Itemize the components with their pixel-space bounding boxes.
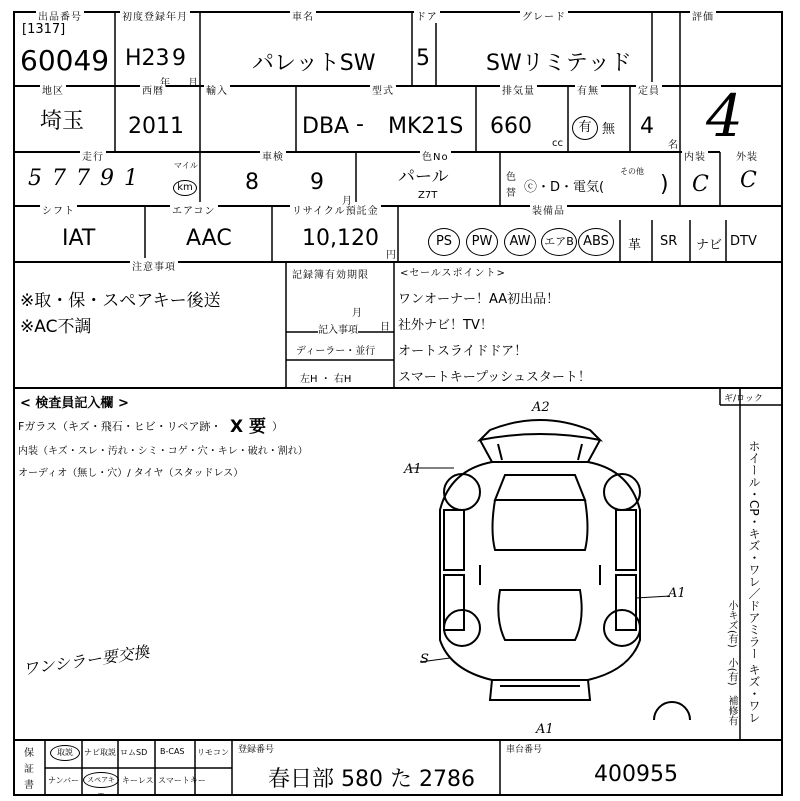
recycle-value: 10,120	[302, 226, 379, 251]
ac-value: AAC	[186, 226, 232, 251]
reg-month: 9	[172, 46, 186, 71]
plate-label: 登録番号	[238, 745, 275, 755]
reg-label: 初度登録年月	[120, 8, 190, 23]
equip-abs: ABS	[578, 228, 614, 256]
equipment-label: 装備品	[530, 202, 567, 217]
sales-point: オートスライドドア！	[398, 344, 528, 359]
sales-point: 社外ナビ！TV！	[398, 318, 493, 333]
chassis-number: 400955	[594, 762, 678, 787]
mileage-digit: 9	[100, 166, 114, 191]
score-label: 評価	[690, 8, 716, 23]
mileage-digit: 7	[52, 166, 66, 191]
footer-item: 取説	[50, 745, 80, 761]
record-day: 日	[380, 322, 390, 333]
inspector-title: < 検査員記入欄 >	[20, 396, 129, 411]
footer-label: 書	[24, 780, 34, 791]
seats-unit: 名	[668, 140, 678, 151]
model-code: MK21S	[388, 114, 464, 139]
lot-label: 出品番号	[36, 8, 84, 23]
note-line: ※取・保・スペアキー後送	[20, 291, 221, 311]
lock-label: ギ/ロック	[724, 394, 763, 404]
displacement: 660	[490, 114, 532, 139]
car-diagram	[410, 400, 710, 720]
score-handwritten: 4	[706, 82, 743, 150]
footer-item: ナビ取説	[84, 748, 116, 757]
footer-item: ロムSD	[120, 748, 148, 757]
sales-point: スマートキープッシュスタート！	[398, 370, 591, 385]
color-options: ⓒ・D・電気(	[524, 180, 605, 195]
seats-label: 定員	[636, 82, 662, 97]
year-label: 西暦	[140, 82, 166, 97]
cc-label: 排気量	[500, 82, 537, 97]
equip-navi: ナビ	[696, 238, 723, 253]
model-label: 型式	[370, 82, 396, 97]
name-label: 車名	[290, 8, 316, 23]
dealer-yes: 有	[572, 116, 598, 140]
footer-item: ナンバー	[48, 776, 80, 785]
inspector-mark: X 要	[230, 417, 267, 437]
equip-sr: SR	[660, 234, 678, 249]
footer-item: リモコン	[197, 748, 229, 757]
cc-unit: cc	[552, 138, 563, 149]
shift-label: シフト	[40, 202, 77, 217]
color-change-2: 替	[506, 188, 516, 199]
footer-item: スマートキー	[158, 776, 206, 785]
interior-grade: C	[692, 172, 709, 197]
model-prefix: DBA	[302, 114, 350, 139]
equip-aw: AW	[504, 228, 536, 256]
inspect-label: 車検	[260, 148, 286, 163]
inspect-month: 9	[310, 170, 324, 195]
car-name: パレットSW	[252, 51, 376, 76]
equip-airbag: エアB	[541, 228, 577, 256]
ac-label: エアコン	[170, 202, 218, 217]
recycle-unit: 円	[386, 250, 396, 261]
damage-mark: A1	[536, 722, 554, 737]
equip-ps: PS	[428, 228, 460, 256]
region-label: 地区	[40, 82, 66, 97]
year-value: 2011	[128, 114, 184, 139]
lot-code: [1317]	[22, 22, 66, 37]
inspector-line1: Fガラス（キズ・飛石・ヒビ・リペア跡・	[18, 420, 222, 433]
color-close: )	[660, 172, 669, 197]
mileage-digits	[28, 166, 138, 191]
reg-year-unit: 年	[160, 78, 170, 89]
inspect-year: 8	[245, 170, 259, 195]
model-dash: -	[356, 112, 364, 137]
footer-label: 保	[24, 748, 34, 759]
footer-item: キーレス	[122, 776, 154, 785]
equip-leather: 革	[628, 238, 642, 253]
exterior-label: 外装	[734, 148, 760, 163]
inspect-month-unit: 月	[342, 196, 352, 207]
seats-value: 4	[640, 114, 654, 139]
doors-value: 5	[416, 46, 430, 71]
region-value: 埼玉	[40, 109, 85, 134]
notes-label: 注意事項	[130, 258, 178, 273]
record-label: 記録簿有効期限	[290, 266, 371, 281]
note-line: ※AC不調	[20, 317, 92, 337]
plate-number: 春日部 580 た 2786	[268, 767, 475, 792]
lot-number: 60049	[20, 44, 110, 77]
mileage-unit-top: マイル	[174, 161, 198, 170]
reg-era: H23	[125, 46, 170, 71]
color-label: 色No	[420, 148, 451, 163]
recycle-label: リサイクル預託金	[290, 202, 381, 217]
record-input: 記入事項	[318, 321, 358, 336]
footer-label: 証	[24, 764, 34, 775]
handwritten-note: ワンシラー要交換	[21, 642, 151, 679]
interior-label: 内装	[682, 148, 708, 163]
side-notes: ホイール・CP・キズ・ワレ／ドアミラー キズ・ワレ	[747, 440, 761, 724]
inspector-line3: オーディオ（無し・穴）/ タイヤ（スタッドレス）	[18, 468, 244, 479]
damage-mark: A2	[532, 400, 550, 415]
color-change-1: 色	[506, 172, 516, 183]
color-code: Z7T	[418, 190, 438, 201]
damage-mark: A1	[404, 462, 422, 477]
mileage-digit: 5	[28, 166, 42, 191]
grade-label: グレード	[520, 8, 568, 23]
mileage-digit: 7	[76, 166, 90, 191]
color-name: パール	[398, 167, 449, 187]
inspector-line2: 内装（キズ・スレ・汚れ・シミ・コゲ・穴・キレ・破れ・割れ）	[18, 446, 308, 457]
shift-value: IAT	[62, 226, 96, 251]
doors-label: ドア	[414, 8, 440, 23]
dealer-row: ディーラー・並行	[296, 346, 376, 357]
damage-mark: A1	[668, 586, 686, 601]
color-other: その他	[620, 167, 644, 176]
dealer-no: 無	[602, 122, 616, 137]
mileage-unit: km	[173, 180, 197, 196]
dealer-label: 有無	[575, 82, 601, 97]
damage-mark: S	[420, 652, 429, 667]
mileage-digit: 1	[124, 166, 138, 191]
mileage-label: 走行	[80, 148, 106, 163]
side-notes-2: 小キズ(有) 小(有) 補修有	[726, 600, 737, 726]
equip-pw: PW	[466, 228, 498, 256]
sales-point: ワンオーナー！AA初出品！	[398, 292, 560, 307]
reg-month-unit: 月	[188, 78, 198, 89]
footer-item: B-CAS	[160, 747, 185, 756]
equip-dtv: DTV	[730, 234, 757, 249]
grade-value: SWリミテッド	[486, 51, 632, 76]
sales-label: <セールスポイント>	[398, 264, 508, 279]
exterior-grade: C	[740, 168, 757, 193]
footer-item: スペアキー	[83, 772, 119, 788]
chassis-label: 車台番号	[506, 745, 543, 755]
record-month: 月	[352, 308, 362, 319]
handle-row: 左H ・ 右H	[300, 374, 352, 385]
import-label: 輸入	[204, 82, 230, 97]
inspector-close: ）	[272, 420, 283, 433]
